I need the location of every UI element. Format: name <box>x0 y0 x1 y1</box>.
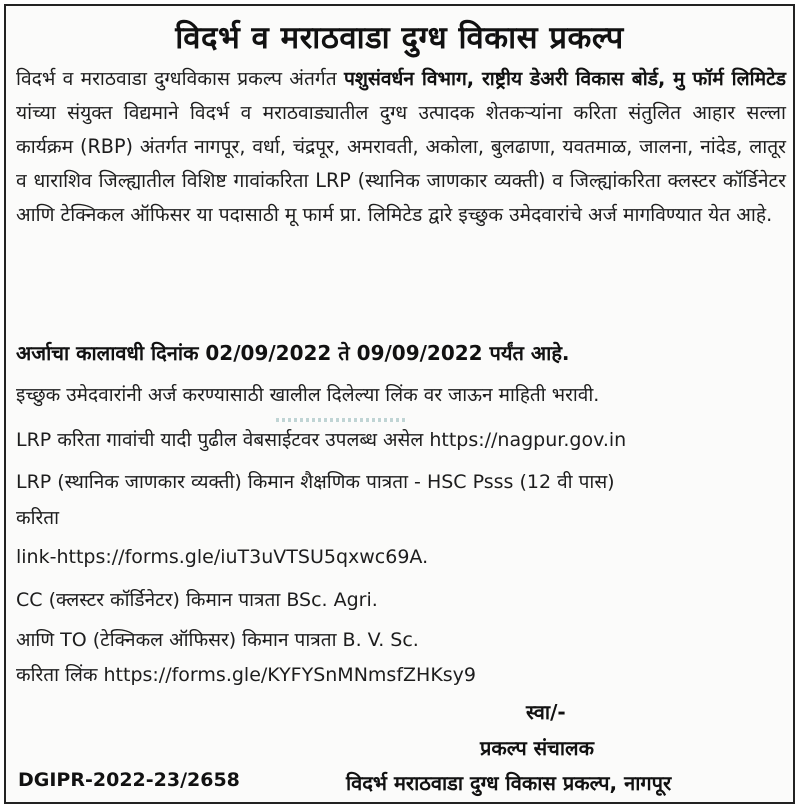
application-period: अर्जाचा कालावधी दिनांक 02/09/2022 ते 09/09/2022 पर्यंत आहे. <box>16 341 570 365</box>
village-list-line: LRP करिता गावांची यादी पुढील वेबसाईटवर उपलब्ध असेल https://nagpur.gov.in <box>16 429 627 451</box>
signatory-designation: प्रकल्प संचालक <box>480 736 594 760</box>
notice-title: विदर्भ व मराठवाडा दुग्ध विकास प्रकल्प <box>175 20 624 56</box>
lrp-qualification-line: LRP (स्थानिक जाणकार व्यक्ती) किमान शैक्षणिक पात्रता - HSC Psss (12 वी पास) <box>16 471 615 493</box>
paragraph-text-1: विदर्भ व मराठवाडा दुग्धविकास प्रकल्प अंतर्गत <box>16 67 344 90</box>
dgipr-reference: DGIPR-2022-23/2658 <box>18 769 240 791</box>
lrp-form-link: link-https://forms.gle/iuT3uVTSU5qxwc69A. <box>16 546 429 568</box>
paragraph-bold-organizations: पशुसंवर्धन विभाग, राष्ट्रीय डेअरी विकास बोर्ड, मु फॉर्म लिमिटेड <box>343 67 787 90</box>
notice-paragraph <box>16 62 786 232</box>
signatory-office: विदर्भ मराठवाडा दुग्ध विकास प्रकल्प, नागपूर <box>346 771 672 795</box>
cc-to-form-link: करिता लिंक https://forms.gle/KYFYSnMNmsfZHKsy9 <box>16 664 477 686</box>
for-line: करिता <box>16 507 60 529</box>
instruction-line: इच्छुक उमेदवारांनी अर्ज करण्यासाठी खालील दिलेल्या लिंक वर जाऊन माहिती भरावी. <box>16 384 600 406</box>
notice-frame <box>4 4 795 804</box>
signature-mark: स्वा/- <box>526 700 566 724</box>
paragraph-text-2: यांच्या संयुक्त विद्यमाने विदर्भ व मराठवाड्यातील दुग्ध उत्पादक शेतकऱ्यांना करिता संतुलित आहार सल्ला कार्यक्रम (RBP) अंतर्गत नागपूर, वर्धा, चंद्रपूर, अमरावती, अकोला, बुलढाणा, यवतमाळ, जालना, नांदेड, लातूर व धाराशिव जिल्ह्यातील विशिष्ट गावांकरिता LRP (स्थानिक जाणकार व्यक्ती) व जिल्ह्यांकरिता क्लस्टर कॉर्डिनेटर आणि टेक्निकल ऑफिसर या पदासाठी मू फार्म प्रा. लिमिटेड द्वारे इच्छुक उमेदवारांचे अर्ज मागविण्यात येत आहे. <box>16 101 786 226</box>
cc-qualification-line: CC (क्लस्टर कॉर्डिनेटर) किमान पात्रता BSc. Agri. <box>16 589 378 611</box>
print-smudge <box>276 418 406 422</box>
to-qualification-line: आणि TO (टेक्निकल ऑफिसर) किमान पात्रता B. V. Sc. <box>16 629 419 651</box>
